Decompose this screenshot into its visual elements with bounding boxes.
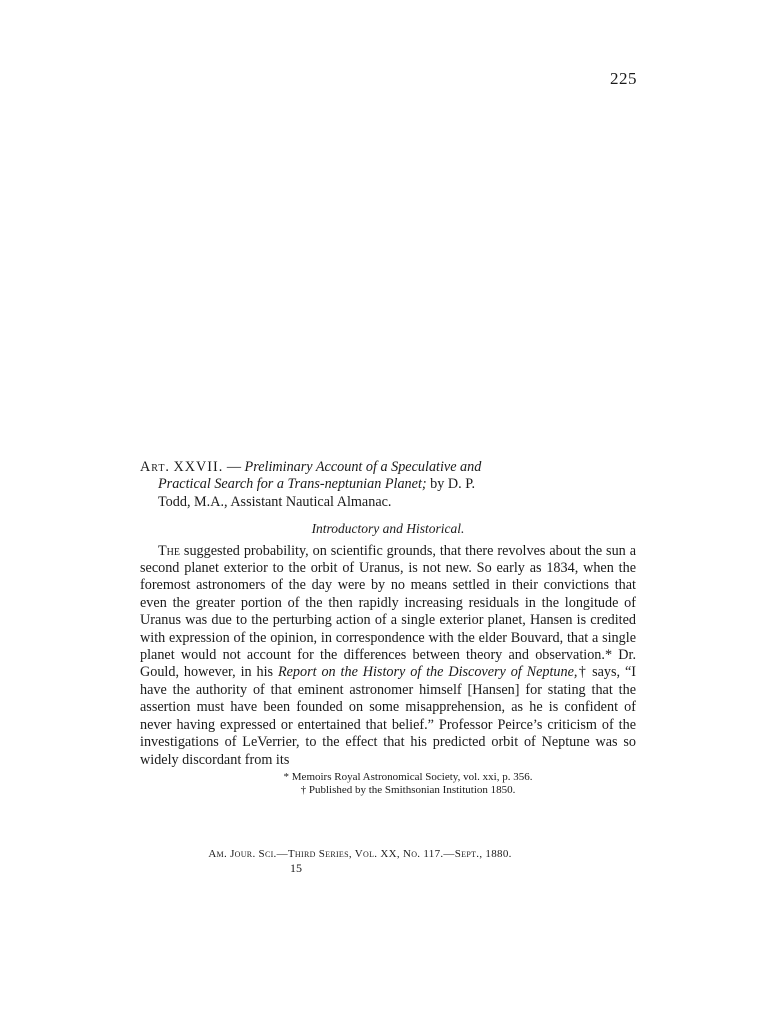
article-label: Art. <box>140 459 170 475</box>
footnote-1: * Memoirs Royal Astronomical Society, vol. xxi, p. 356. <box>283 770 533 783</box>
lead-word: The <box>158 542 180 559</box>
article-title-part2: Practical Search for a Trans-neptunian Planet; <box>158 476 427 493</box>
heading-dash: — <box>226 459 241 475</box>
heading-by: by D. P. <box>430 476 476 493</box>
signature-mark: 15 <box>290 861 302 875</box>
body-text-part1: suggested probability, on scientific grounds, that there revolves about the sun a second planet exterior to the orbit of Uranus, is not new. So early as 1834, when the foremost astronomers of the day were by no means settled in their convictions that even the greater portion of the then rapidly increasing residuals in the longitude of Uranus was due to the perturbing action of a single exterior planet, Hansen is credited with expression of the opinion, in correspondence with the elder Bouvard, that a single planet would not account for the differences between theory and observation.* Dr. Gould, however, in his <box>140 542 636 681</box>
article-heading <box>140 459 636 511</box>
footnote-2: † Published by the Smithsonian Institution 1850. <box>300 784 516 797</box>
footnotes <box>140 771 636 798</box>
section-title: Introductory and Historical. <box>311 521 465 537</box>
author-line: Todd, M.A., Assistant Nautical Almanac. <box>158 493 392 510</box>
body-text-part2: † says, “I have the authority of that eminent astronomer himself [Hansen] for stating that the assertion must have been founded on some misapprehension, as he is confident of never having expressed or entertained that belief.” Professor Peirce’s criticism of the investigations of LeVerrier, to the effect that his predicted orbit of Neptune was so widely discordant from its <box>140 664 636 768</box>
report-title: Report on the History of the Discovery of Neptune, <box>277 664 578 681</box>
body-paragraph <box>140 543 636 769</box>
article-title-part1: Preliminary Account of a Speculative and <box>244 459 482 475</box>
journal-line: Am. Jour. Sci.—Third Series, Vol. XX, No. 117.—Sept., 1880. <box>208 848 512 860</box>
page-number: 225 <box>610 69 637 88</box>
heading-second-line <box>140 476 636 493</box>
article <box>140 459 636 798</box>
article-number: XXVII. <box>173 459 224 475</box>
